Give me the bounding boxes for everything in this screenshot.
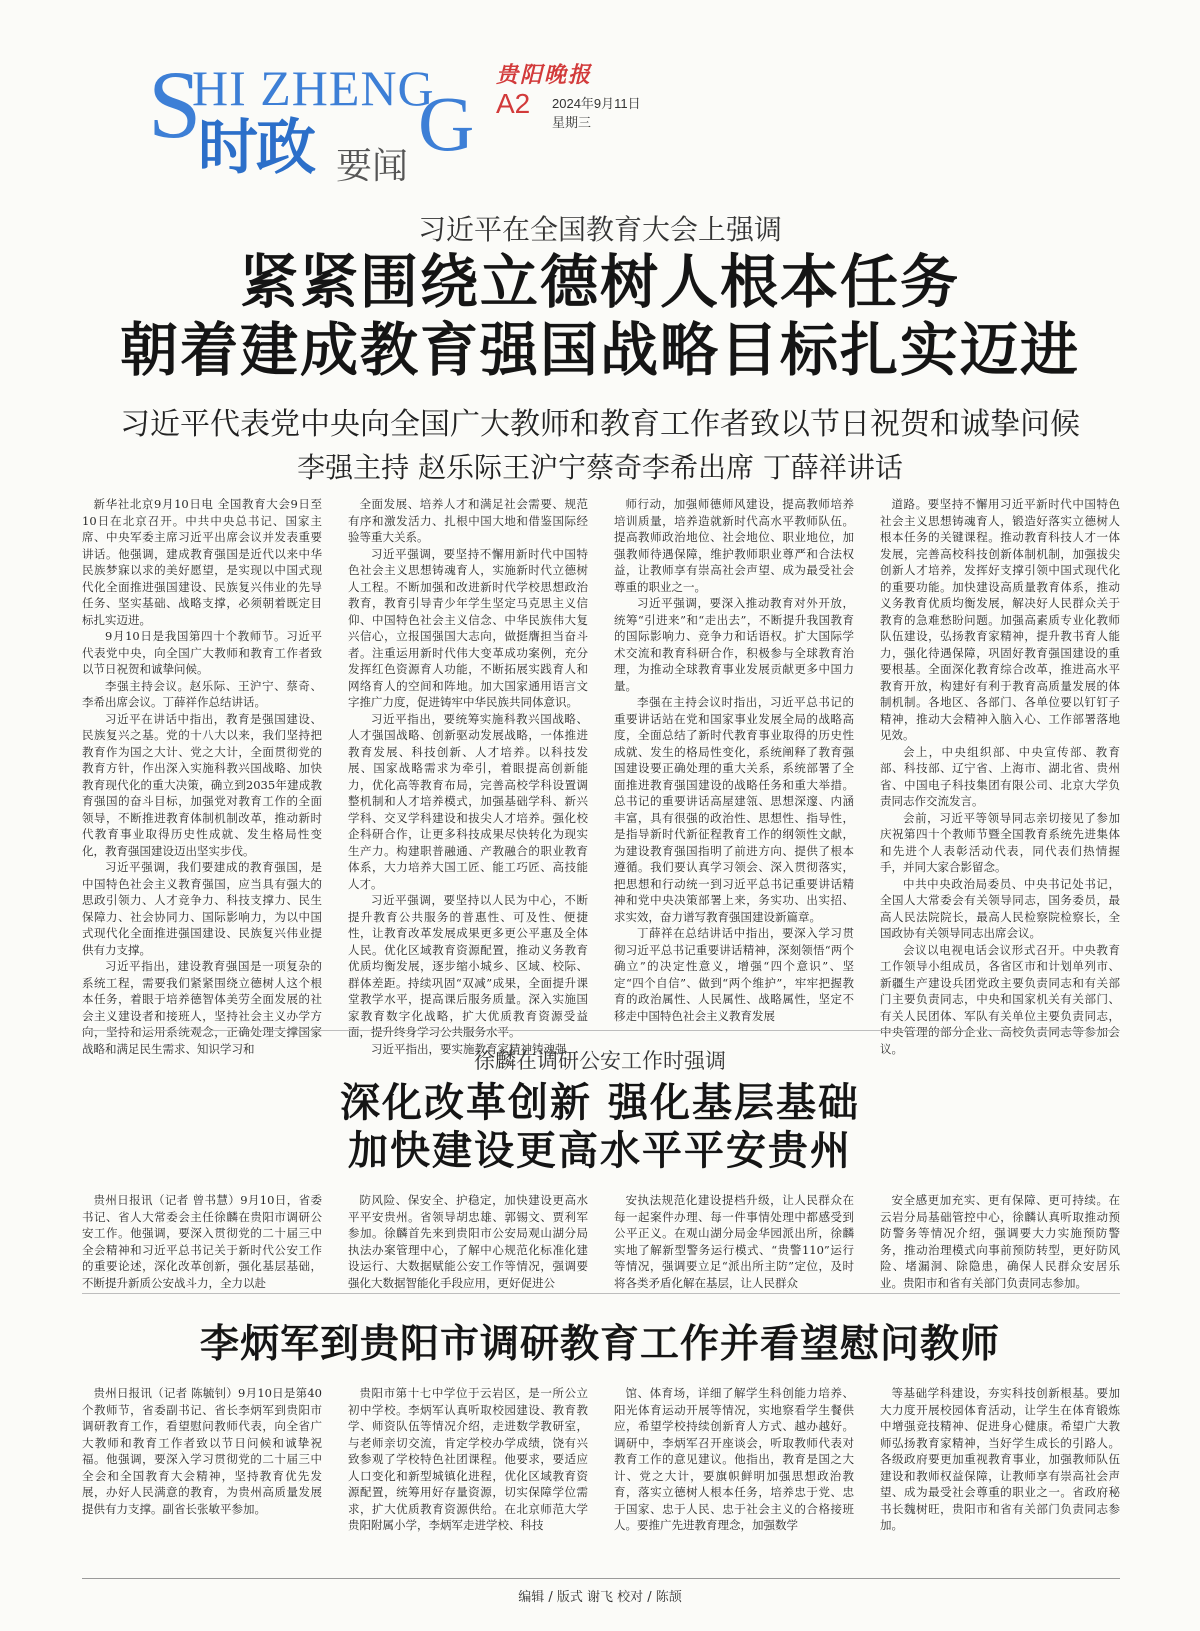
story2-kicker: 徐麟在调研公安工作时强调 [474, 1049, 726, 1073]
story2-column-2 [348, 1192, 588, 1290]
paragraph: 防风险、保安全、护稳定，加快建设更高水平平安贵州。省领导胡忠雄、郭锡文、贾利军参加。徐麟首先来到贵阳市公安局观山湖分局执法办案管理中心，了解中心规范化标准化建设运行、大数据赋能公安工作等情况，强调要强化大数据智能化手段应用，更好促进公 [348, 1193, 588, 1290]
story2-column-3 [614, 1192, 854, 1290]
masthead-letter-s: S [148, 51, 202, 158]
paragraph: 师行动，加强师德师风建设，提高教师培养培训质量，培养造就新时代高水平教师队伍。提高教师政治地位、社会地位、职业地位，加强教师待遇保障，维护教师职业尊严和合法权益，让教师享有崇高社会声望、成为最受社会尊重的职业之一。 [614, 497, 854, 594]
paragraph: 习近平在讲话中指出，教育是强国建设、民族复兴之基。党的十八大以来，我们坚持把教育作为国之大计、党之大计，全面贯彻党的教育方针，作出深入实施科教兴国战略、加快教育现代化的重大决策，确立到2035年建成教育强国的奋斗目标，加强党对教育工作的全面领导，不断推进教育体制机制改革，推动新时代教育事业取得历史性成就、发生格局性变化，教育强国建设迈出坚实步伐。 [82, 711, 322, 858]
editor-credits: 编辑 / 版式 谢飞 校对 / 陈颉 [518, 1590, 682, 1605]
footer-divider [82, 1578, 1120, 1579]
paragraph: 安全感更加充实、更有保障、更可持续。在云岩分局基础管控中心，徐麟认真听取推动预防警务等情况介绍，强调要大力实施预防警务，推动治理模式向事前预防转型，更好防风险、堵漏洞、除隐患，确保人民群众安居乐业。贵阳市和省有关部门负责同志参加。 [880, 1193, 1120, 1290]
lead-headline-line1: 紧紧围绕立德树人根本任务 [239, 248, 960, 316]
paragraph: 中共中央政治局委员、中央书记处书记，全国人大常委会有关领导同志，国务委员，最高人民法院院长，最高人民检察院检察长，全国政协有关领导同志出席会议。 [880, 876, 1120, 940]
paragraph: 9月10日是我国第四十个教师节。习近平代表党中央，向全国广大教师和教育工作者致以节日祝贺和诚挚问候。 [82, 629, 322, 676]
masthead-pinyin: HI ZHENG [192, 60, 435, 116]
story3-headline: 李炳军到贵阳市调研教育工作并看望慰问教师 [199, 1322, 1000, 1367]
section-subtitle: 要闻 [336, 146, 409, 187]
paragraph: 习近平强调，要深入推动教育对外开放，统筹“引进来”和“走出去”，不断提升我国教育的国际影响力、竞争力和话语权。扩大国际学术交流和教育科研合作，积极参与全球教育治理，为推动全球教育事业发展贡献更多中国力量。 [614, 596, 854, 693]
paragraph: 安执法规范化建设提档升级，让人民群众在每一起案件办理、每一件事情处理中都感受到公平正义。在观山湖分局金华园派出所，徐麟实地了解新型警务运行模式、“贵警110”运行等情况，强调要立足“派出所主防”定位，及时将各类矛盾化解在基层，让人民群众 [614, 1193, 854, 1290]
divider [82, 1030, 1120, 1031]
story2-body [82, 1192, 1120, 1290]
story3-column-1 [82, 1385, 322, 1523]
paragraph: 等基础学科建设，夯实科技创新根基。要加大力度开展校园体育活动，让学生在体育锻炼中增强竞技精神、促进身心健康。希望广大教师弘扬教育家精神，当好学生成长的引路人。各级政府要更加重视教育事业，加强教师队伍建设和教师权益保障，让教师享有崇高社会声望、成为最受社会尊重的职业之一。省政府秘书长魏树旺，贵阳市和省有关部门负责同志参加。 [880, 1386, 1120, 1532]
paragraph: 习近平强调，要坚持以人民为中心，不断提升教育公共服务的普惠性、可及性、便捷性，让教育改革发展成果更多更公平惠及全体人民。优化区域教育资源配置，推动义务教育优质均衡发展，逐步缩小城乡、区域、校际、群体差距。持续巩固“双减”成果，全面提升课堂教学水平，提高课后服务质量。深入实施国家教育数字化战略，扩大优质教育资源受益面，提升终身学习公共服务水平。 [348, 893, 588, 1039]
story3-body [82, 1385, 1120, 1532]
lead-column-4 [880, 496, 1120, 1056]
lead-body [82, 496, 1120, 1056]
paragraph: 新华社北京9月10日电 全国教育大会9日至10日在北京召开。中共中央总书记、国家主席、中央军委主席习近平出席会议并发表重要讲话。他强调，建成教育强国是近代以来中华民族梦寐以求的美好愿望，是实现以中国式现代化全面推进强国建设、民族复兴伟业的先导任务、坚实基础、战略支撑，必须朝着既定目标扎实迈进。 [82, 497, 322, 627]
paragraph: 道路。要坚持不懈用习近平新时代中国特色社会主义思想铸魂育人，锻造好落实立德树人根本任务的关键课程。推动教育科技人才一体发展，完善高校科技创新体制机制，加强拔尖创新人才培养，发挥好支撑引领中国式现代化的重要功能。加快建设高质量教育体系，推动义务教育优质均衡发展，解决好人民群众关于教育的急难愁盼问题。加强高素质专业化教师队伍建设，弘扬教育家精神，提升教书育人能力，强化待遇保障，巩固好教育强国建设的重要根基。全面深化教育综合改革，推进高水平教育开放，构建好有利于教育高质量发展的体制机制。各地区、各部门、各单位要以钉钉子精神，推动大会精神入脑入心、工作部署落地见效。 [880, 497, 1120, 742]
publication-date: 2024年9月11日 [552, 96, 641, 111]
lead-deck-line2: 李强主持 赵乐际王沪宁蔡奇李希出席 丁薛祥讲话 [297, 451, 903, 484]
lead-kicker: 习近平在全国教育大会上强调 [417, 213, 782, 246]
paragraph: 全面发展、培养人才和满足社会需要、规范有序和激发活力、扎根中国大地和借鉴国际经验等重大关系。 [348, 497, 588, 544]
paragraph: 习近平指出，要统筹实施科教兴国战略、人才强国战略、创新驱动发展战略，一体推进教育发展、科技创新、人才培养。以科技发展、国家战略需求为牵引，着眼提高创新能力，优化高等教育布局，完善高校学科设置调整机制和人才培养模式，加强基础学科、新兴学科、交叉学科建设和拔尖人才培养。强化校企科研合作，让更多科技成果尽快转化为现实生产力。构建职普融通、产教融合的职业教育体系，大力培养大国工匠、能工巧匠、高技能人才。 [348, 711, 588, 891]
paragraph: 会议以电视电话会议形式召开。中央教育工作领导小组成员，各省区市和计划单列市、新疆生产建设兵团党政主要负责同志和有关部门主要负责同志，中央和国家机关有关部门、有关人民团体、军队有关单位主要负责同志，中央管理的部分企业、高校负责同志等参加会议。 [880, 942, 1120, 1056]
story3-column-3 [614, 1385, 854, 1532]
newspaper-logo: 贵阳晚报 [496, 62, 593, 88]
story2-headline-line2: 加快建设更高水平平安贵州 [348, 1128, 852, 1174]
paragraph: 贵州日报讯（记者 陈毓钊）9月10日是第40个教师节，省委副书记、省长李炳军到贵阳市调研教育工作，看望慰问教师代表，向全省广大教师和教育工作者致以节日问候和诚挚祝福。他强调，要深入学习贯彻党的二十届三中全会和全国教育大会精神，坚持教育优先发展，办好人民满意的教育，为贵州高质量发展提供有力支撑。副省长张敏平参加。 [82, 1386, 322, 1516]
lead-column-3 [614, 496, 854, 1023]
lead-column-1 [82, 496, 322, 1056]
lead-headline-line2: 朝着建成教育强国战略目标扎实迈进 [119, 316, 1080, 384]
story3-column-4 [880, 1385, 1120, 1532]
story2-column-4 [880, 1192, 1120, 1290]
story2-headline-line1: 深化改革创新 强化基层基础 [340, 1080, 860, 1126]
paragraph: 李强主持会议。赵乐际、王沪宁、蔡奇、李希出席会议。丁薛祥作总结讲话。 [82, 678, 322, 709]
masthead-letter-g: G [418, 80, 475, 167]
lead-column-2 [348, 496, 588, 1056]
paragraph: 贵阳市第十七中学位于云岩区，是一所公立初中学校。李炳军认真听取校园建设、教育教学、师资队伍等情况介绍，走进数学教研室，与老师亲切交流，肯定学校办学成绩，饶有兴致参观了学校特色社团课程。他要求，要适应人口变化和新型城镇化进程，优化区域教育资源配置，统筹用好存量资源，切实保障学位需求，扩大优质教育资源供给。在北京师范大学贵阳附属小学，李炳军走进学校、科技 [348, 1386, 588, 1532]
paragraph: 贵州日报讯（记者 曾书慧）9月10日，省委书记、省人大常委会主任徐麟在贵阳市调研公安工作。他强调，要深入贯彻党的二十届三中全会精神和习近平总书记关于新时代公安工作的重要论述，深化改革创新，强化基层基础，不断提升新质公安战斗力，全力以赴 [82, 1193, 322, 1290]
lead-deck-line1: 习近平代表党中央向全国广大教师和教育工作者致以节日祝贺和诚挚问候 [120, 407, 1080, 442]
story2-column-1 [82, 1192, 322, 1290]
paragraph: 习近平强调，我们要建成的教育强国，是中国特色社会主义教育强国，应当具有强大的思政引领力、人才竞争力、科技支撑力、民生保障力、社会协同力、国际影响力，为以中国式现代化全面推进强国建设、民族复兴伟业提供有力支撑。 [82, 860, 322, 957]
paragraph: 会前，习近平等领导同志亲切接见了参加庆祝第四十个教师节暨全国教育系统先进集体和先进个人表彰活动代表，同代表们热情握手，并同大家合影留念。 [880, 810, 1120, 874]
page-number: A2 [496, 88, 531, 119]
section-title: 时政 [198, 113, 314, 183]
paragraph: 馆、体育场，详细了解学生科创能力培养、阳光体育运动开展等情况，实地察看学生餐供应，希望学校持续创新育人方式、越办越好。调研中，李炳军召开座谈会，听取教师代表对教育工作的意见建议。他指出，教育是国之大计、党之大计，要旗帜鲜明加强思想政治教育，落实立德树人根本任务，培养忠于党、忠于国家、忠于人民、忠于社会主义的合格接班人。要推广先进教育理念，加强数学 [614, 1386, 854, 1532]
paragraph: 李强在主持会议时指出，习近平总书记的重要讲话站在党和国家事业发展全局的战略高度，全面总结了新时代教育事业取得的历史性成就、发生的格局性变化，系统阐释了教育强国建设要正确处理的重大关系，系统部署了全面推进教育强国建设的战略任务和重大举措。总书记的重要讲话高屋建瓴、思想深邃、内涵丰富，具有很强的政治性、思想性、指导性，是指导新时代新征程教育工作的纲领性文献，为建设教育强国指明了前进方向、提供了根本遵循。我们要认真学习领会、深入贯彻落实，把思想和行动统一到习近平总书记重要讲话精神和党中央决策部署上来，务实功、出实招、求实效，奋力谱写教育强国建设新篇章。 [614, 695, 854, 924]
paragraph: 习近平强调，要坚持不懈用新时代中国特色社会主义思想铸魂育人，实施新时代立德树人工程。不断加强和改进新时代学校思想政治教育，教育引导青少年学生坚定马克思主义信仰、中国特色社会主义信念、中华民族伟大复兴信心，立报国强国大志向，做挺膺担当奋斗者。注重运用新时代伟大变革成功案例，充分发挥红色资源育人功能，不断拓展实践育人和网络育人的空间和阵地。加大国家通用语言文字推广力度，促进铸牢中华民族共同体意识。 [348, 546, 588, 709]
story3-column-2 [348, 1385, 588, 1532]
paragraph: 丁薛祥在总结讲话中指出，要深入学习贯彻习近平总书记重要讲话精神，深刻领悟“两个确立”的决定性意义，增强“四个意识”、坚定“四个自信”、做到“两个维护”，牢牢把握教育的政治属性、人民属性、战略属性，坚定不移走中国特色社会主义教育发展 [614, 926, 854, 1023]
paragraph: 习近平指出，建设教育强国是一项复杂的系统工程，需要我们紧紧围绕立德树人这个根本任务，着眼于培养德智体美劳全面发展的社会主义建设者和接班人，坚持社会主义办学方向，坚持和运用系统观念，正确处理支撑国家战略和满足民生需求、知识学习和 [82, 959, 322, 1056]
publication-weekday: 星期三 [552, 115, 592, 130]
paragraph: 会上，中央组织部、中央宣传部、教育部、科技部、辽宁省、上海市、湖北省、贵州省、中国电子科技集团有限公司、北京大学负责同志作交流发言。 [880, 744, 1120, 808]
divider [82, 1293, 1120, 1294]
paragraph: 习近平指出，要实施教育家精神铸魂强 [371, 1041, 567, 1056]
